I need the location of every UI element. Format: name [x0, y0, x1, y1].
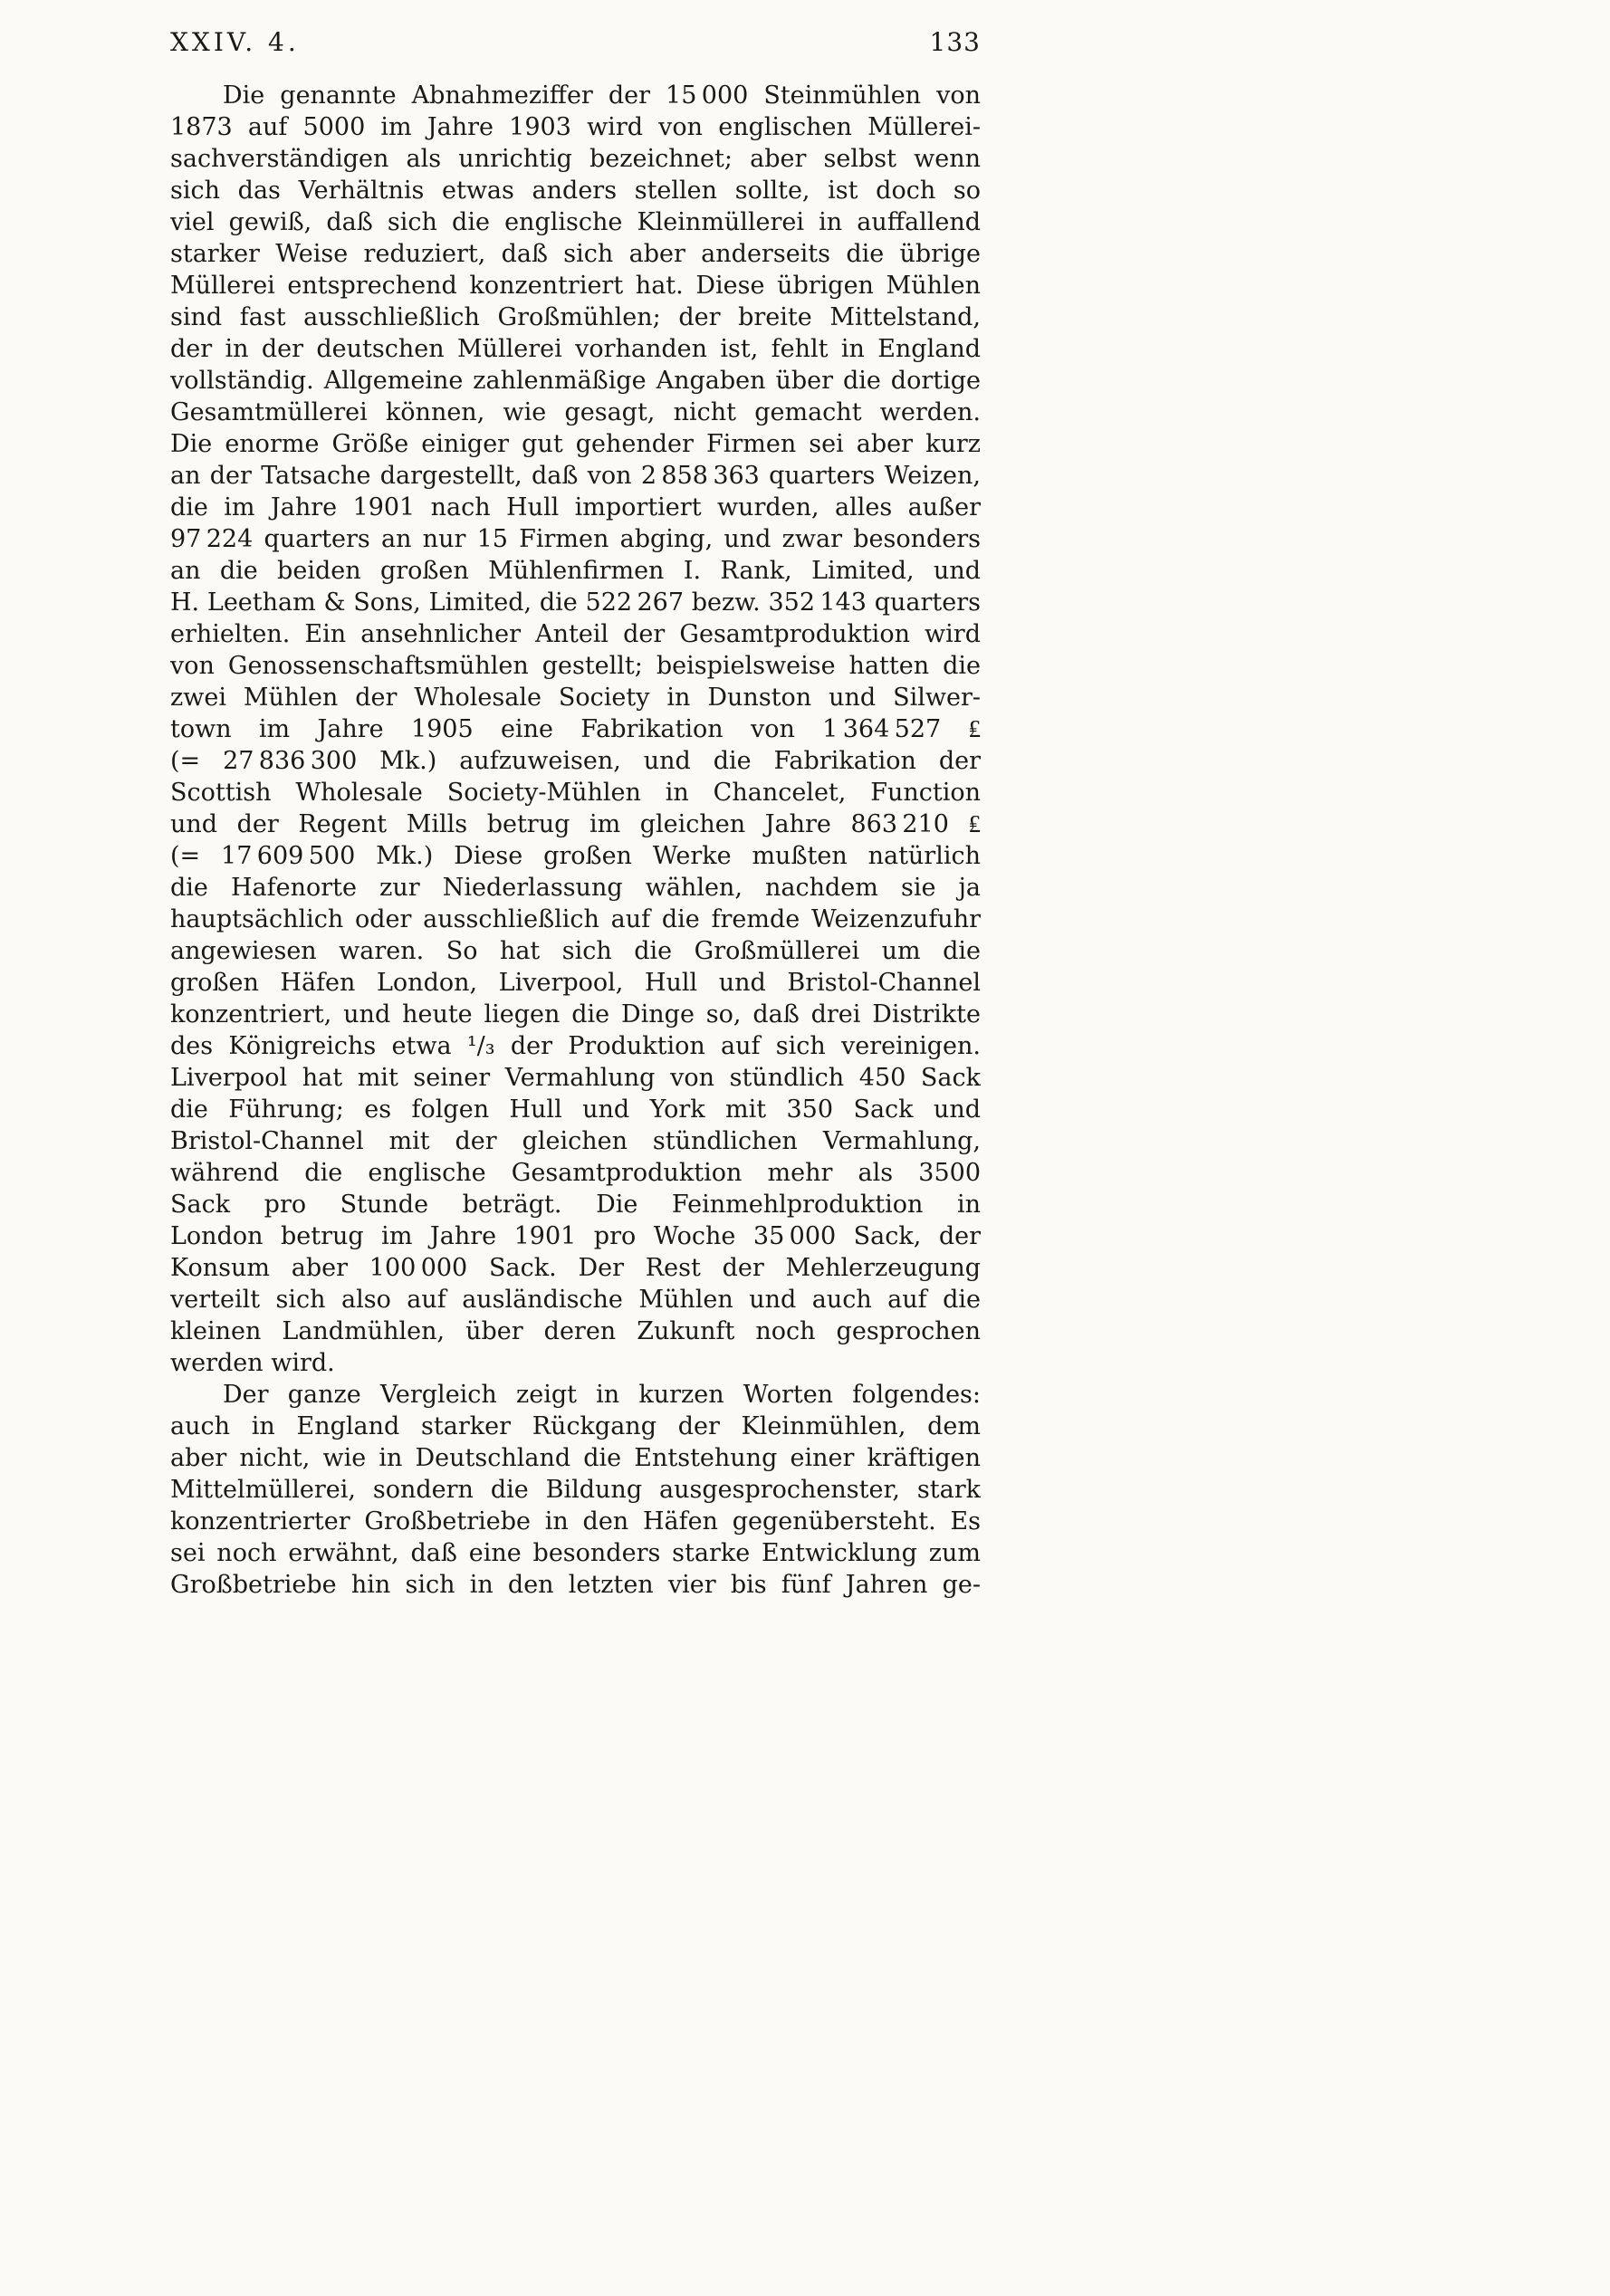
- text-line: hauptsächlich oder ausschließlich auf die fremde Weizenzufuhr: [170, 905, 981, 933]
- text-line: der in der deutschen Müllerei vorhanden ist, fehlt in England: [170, 335, 981, 363]
- text-line: Liverpool hat mit seiner Vermahlung von stündlich 450 Sack: [170, 1064, 981, 1092]
- text-line: auch in England starker Rückgang der Kleinmühlen, dem: [170, 1412, 981, 1440]
- text-line: Gesamtmüllerei können, wie gesagt, nicht gemacht werden.: [170, 398, 981, 426]
- text-line: Müllerei entsprechend konzentriert hat. Diese übrigen Mühlen: [170, 272, 981, 300]
- text-line: sich das Verhältnis etwas anders stellen sollte, ist doch so: [170, 177, 981, 205]
- text-line: sachverständigen als unrichtig bezeichnet; aber selbst wenn: [170, 145, 981, 173]
- text-line: an die beiden großen Mühlenfirmen I. Rank, Limited, und: [170, 557, 981, 585]
- text-line: Die genannte Abnahmeziffer der 15 000 Steinmühlen von: [223, 81, 981, 110]
- page-header: [170, 27, 981, 58]
- page-number: 133: [929, 27, 981, 57]
- text-line: die Führung; es folgen Hull und York mit 350 Sack und: [170, 1095, 981, 1124]
- text-line: Bristol-Channel mit der gleichen stündlichen Vermahlung,: [170, 1127, 981, 1155]
- text-line: verteilt sich also auf ausländische Mühlen und auch auf die: [170, 1286, 981, 1314]
- text-line: sei noch erwähnt, daß eine besonders starke Entwicklung zum: [170, 1539, 981, 1567]
- text-line: 97 224 quarters an nur 15 Firmen abging, und zwar besonders: [170, 525, 981, 553]
- text-line: town im Jahre 1905 eine Fabrikation von 1 364 527 ₤: [170, 715, 981, 743]
- text-line: starker Weise reduziert, daß sich aber anderseits die übrige: [170, 240, 981, 268]
- text-line: erhielten. Ein ansehnlicher Anteil der Gesamtproduktion wird: [170, 620, 981, 648]
- text-line: großen Häfen London, Liverpool, Hull und Bristol-Channel: [170, 969, 981, 997]
- text-line: Scottish Wholesale Society-Mühlen in Chancelet, Function: [170, 779, 981, 807]
- text-line: und der Regent Mills betrug im gleichen Jahre 863 210 ₤: [170, 810, 981, 838]
- chapter-section-number: XXIV. 4.: [170, 27, 300, 57]
- text-line: konzentriert, und heute liegen die Dinge so, daß drei Distrikte: [170, 1000, 981, 1028]
- text-line: des Königreichs etwa ¹/₃ der Produktion auf sich vereinigen.: [170, 1032, 981, 1060]
- text-line: Großbetriebe hin sich in den letzten vier bis fünf Jahren ge-: [170, 1571, 981, 1599]
- text-line: die im Jahre 1901 nach Hull importiert wurden, alles außer: [170, 493, 981, 521]
- text-line: 1873 auf 5000 im Jahre 1903 wird von englischen Müllerei-: [170, 113, 981, 141]
- text-line: werden wird.: [170, 1349, 335, 1377]
- text-line: viel gewiß, daß sich die englische Kleinmüllerei in auffallend: [170, 208, 981, 236]
- body-text-block: [170, 80, 981, 1601]
- text-line: die Hafenorte zur Niederlassung wählen, nachdem sie ja: [170, 874, 981, 902]
- text-line: Sack pro Stunde beträgt. Die Feinmehlproduktion in: [170, 1191, 981, 1219]
- text-line: angewiesen waren. So hat sich die Großmüllerei um die: [170, 937, 981, 965]
- text-line: Die enorme Größe einiger gut gehender Firmen sei aber kurz: [170, 430, 981, 458]
- text-line: Mittelmüllerei, sondern die Bildung ausgesprochenster, stark: [170, 1476, 981, 1504]
- text-line: an der Tatsache dargestellt, daß von 2 858 363 quarters Weizen,: [170, 462, 981, 490]
- text-line: kleinen Landmühlen, über deren Zukunft noch gesprochen: [170, 1317, 981, 1345]
- text-line: Konsum aber 100 000 Sack. Der Rest der Mehlerzeugung: [170, 1254, 981, 1282]
- text-line: konzentrierter Großbetriebe in den Häfen gegenübersteht. Es: [170, 1507, 981, 1535]
- text-line: von Genossenschaftsmühlen gestellt; beispielsweise hatten die: [170, 652, 981, 680]
- text-line: Der ganze Vergleich zeigt in kurzen Worten folgendes:: [223, 1381, 981, 1409]
- text-line: vollständig. Allgemeine zahlenmäßige Angaben über die dortige: [170, 367, 981, 395]
- text-line: zwei Mühlen der Wholesale Society in Dunston und Silwer-: [170, 684, 981, 712]
- text-line: (= 17 609 500 Mk.) Diese großen Werke mußten natürlich: [170, 842, 981, 870]
- text-line: London betrug im Jahre 1901 pro Woche 35 000 Sack, der: [170, 1222, 981, 1250]
- text-line: aber nicht, wie in Deutschland die Entstehung einer kräftigen: [170, 1444, 981, 1472]
- text-line: H. Leetham & Sons, Limited, die 522 267 bezw. 352 143 quarters: [170, 588, 981, 617]
- text-line: (= 27 836 300 Mk.) aufzuweisen, und die Fabrikation der: [170, 747, 981, 775]
- text-line: sind fast ausschließlich Großmühlen; der breite Mittelstand,: [170, 303, 981, 331]
- text-line: während die englische Gesamtproduktion mehr als 3500: [170, 1159, 981, 1187]
